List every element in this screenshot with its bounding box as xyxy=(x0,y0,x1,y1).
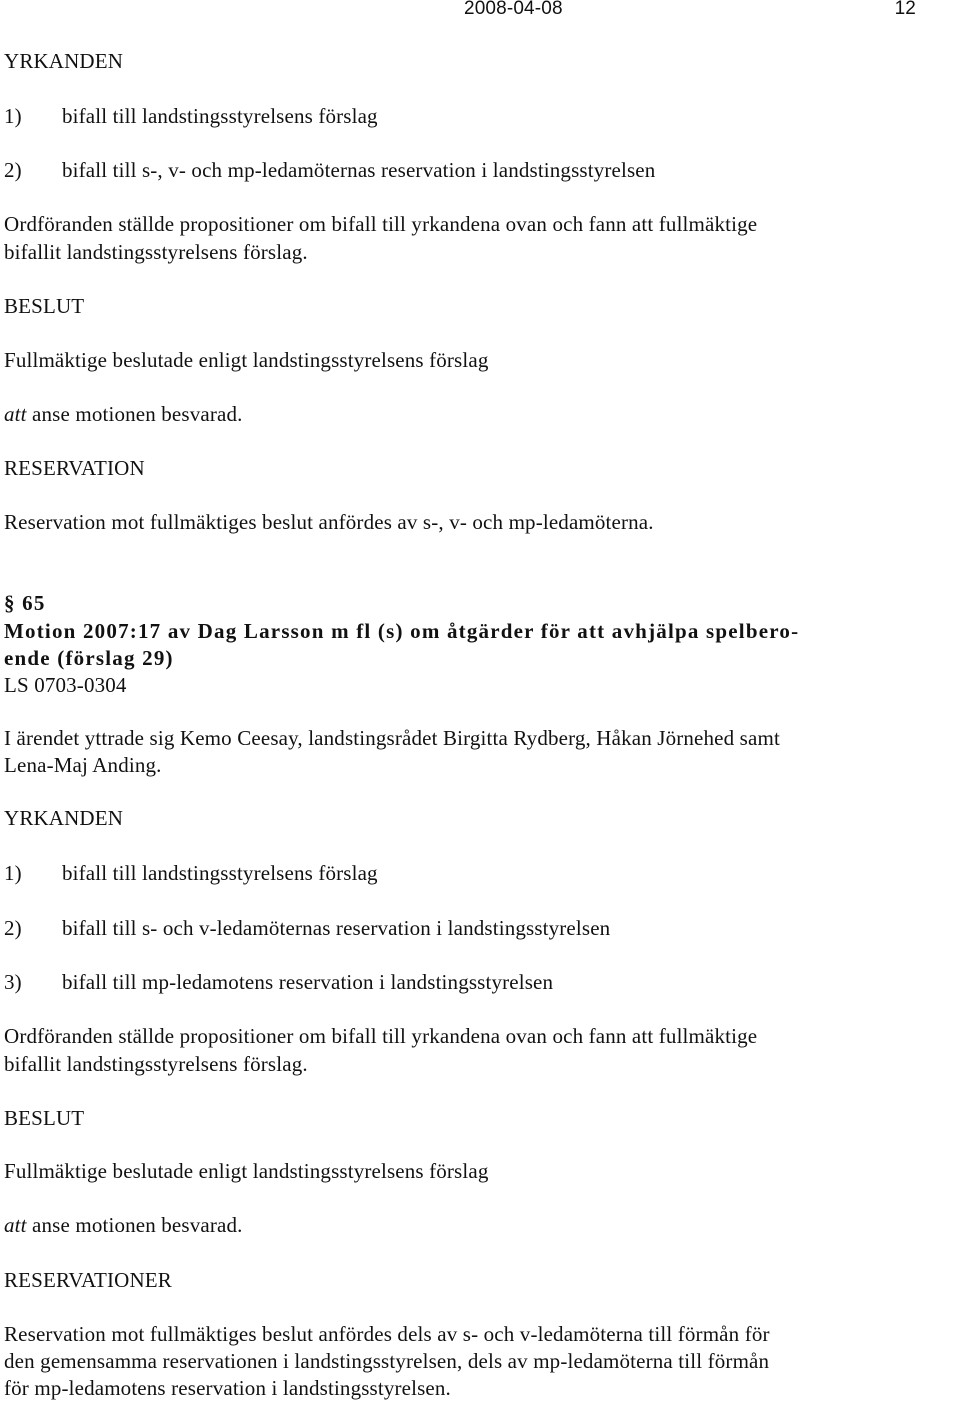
page-date: 2008-04-08 xyxy=(464,0,563,19)
section-title-line: Motion 2007:17 av Dag Larsson m fl (s) om åtgärder för att avhjälpa spelbero- xyxy=(4,619,800,643)
yrkande-item xyxy=(4,860,378,887)
beslut-heading: BESLUT xyxy=(4,294,85,318)
yrkande-item-text: bifall till landstingsstyrelsens förslag xyxy=(62,104,378,128)
yrkande-item-number: 1) xyxy=(4,104,22,128)
section-title-line: ende (förslag 29) xyxy=(4,646,174,670)
yrkande-item-number: 3) xyxy=(4,970,22,994)
reservation-heading: RESERVATION xyxy=(4,456,145,480)
yrkanden-heading: YRKANDEN xyxy=(4,49,124,73)
yrkande-item-text: bifall till landstingsstyrelsens förslag xyxy=(62,861,378,885)
yrkande-item xyxy=(4,157,655,184)
beslut-text: Fullmäktige beslutade enligt landstingsstyrelsens förslag xyxy=(4,348,489,372)
discussion-text-line: Lena-Maj Anding. xyxy=(4,753,162,777)
att-rest: anse motionen besvarad. xyxy=(26,1213,243,1237)
discussion-text-line: I ärendet yttrade sig Kemo Ceesay, landstingsrådet Birgitta Rydberg, Håkan Jörnehed samt xyxy=(4,726,780,750)
proposition-text-line: Ordföranden ställde propositioner om bifall till yrkandena ovan och fann att fullmäktige xyxy=(4,212,758,236)
yrkande-item xyxy=(4,969,553,996)
att-rest: anse motionen besvarad. xyxy=(26,402,243,426)
yrkande-item-text: bifall till s-, v- och mp-ledamöternas reservation i landstingsstyrelsen xyxy=(62,158,656,182)
case-number: LS 0703-0304 xyxy=(4,673,127,697)
yrkande-item-number: 1) xyxy=(4,861,22,885)
reservationer-text-line: den gemensamma reservationen i landstingsstyrelsen, dels av mp-ledamöterna till förmån xyxy=(4,1349,770,1373)
yrkande-item-text: bifall till mp-ledamotens reservation i landstingsstyrelsen xyxy=(62,970,554,994)
att-word: att xyxy=(4,402,27,426)
reservation-text: Reservation mot fullmäktiges beslut anfördes av s-, v- och mp-ledamöterna. xyxy=(4,510,654,534)
att-clause xyxy=(4,1212,243,1239)
beslut-heading: BESLUT xyxy=(4,1106,85,1130)
section-number xyxy=(4,589,46,618)
paragraph-number: 65 xyxy=(15,591,46,615)
reservationer-text-line: Reservation mot fullmäktiges beslut anfördes dels av s- och v-ledamöterna till förmån för xyxy=(4,1322,770,1346)
proposition-text-line: bifallit landstingsstyrelsens förslag. xyxy=(4,1052,308,1076)
beslut-text: Fullmäktige beslutade enligt landstingsstyrelsens förslag xyxy=(4,1159,489,1183)
yrkande-item-text: bifall till s- och v-ledamöternas reservation i landstingsstyrelsen xyxy=(62,916,611,940)
page-number: 12 xyxy=(894,0,916,19)
att-clause xyxy=(4,401,243,428)
reservationer-heading: RESERVATIONER xyxy=(4,1268,172,1292)
page-header xyxy=(0,0,960,24)
yrkanden-heading: YRKANDEN xyxy=(4,806,124,830)
proposition-text-line: Ordföranden ställde propositioner om bifall till yrkandena ovan och fann att fullmäktige xyxy=(4,1024,758,1048)
proposition-text-line: bifallit landstingsstyrelsens förslag. xyxy=(4,240,308,264)
att-word: att xyxy=(4,1213,27,1237)
paragraph-sign: § xyxy=(4,591,16,615)
yrkande-item-number: 2) xyxy=(4,916,22,940)
yrkande-item xyxy=(4,103,378,130)
yrkande-item-number: 2) xyxy=(4,158,22,182)
yrkande-item xyxy=(4,915,610,942)
reservationer-text-line: för mp-ledamotens reservation i landstingsstyrelsen. xyxy=(4,1376,451,1400)
